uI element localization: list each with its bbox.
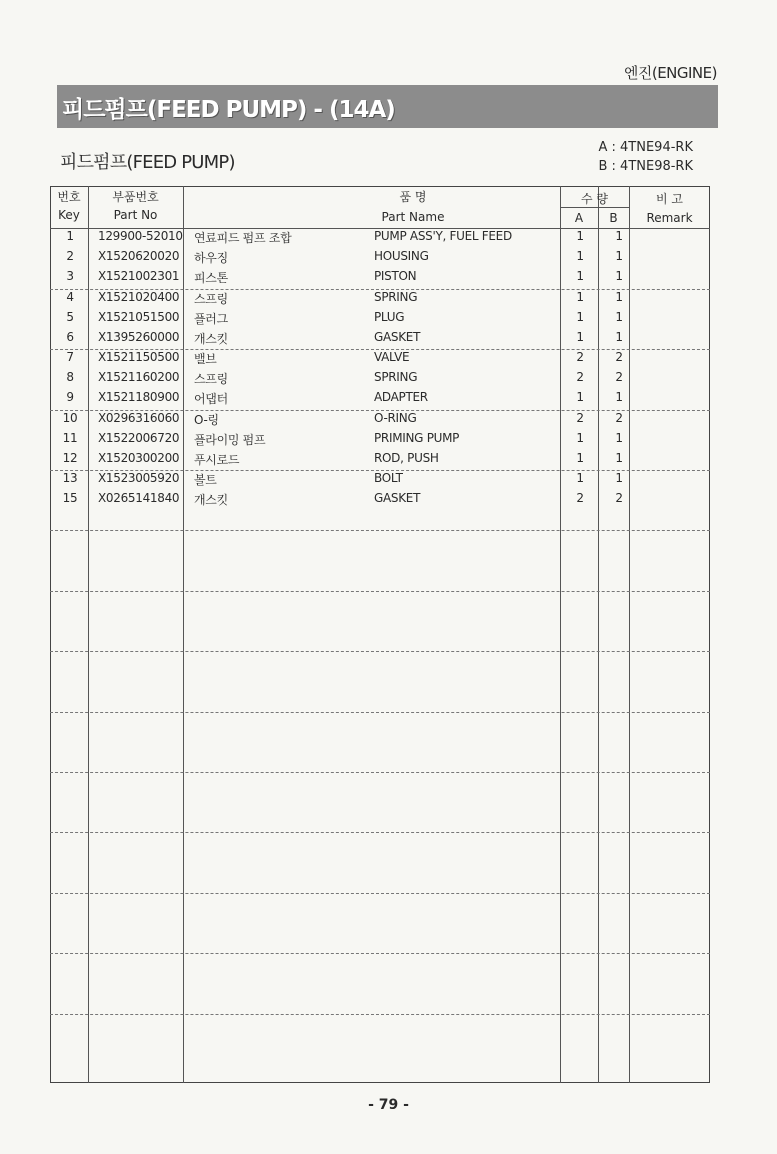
row-qty-a: 1 xyxy=(576,330,584,344)
row-qty-b: 2 xyxy=(615,350,623,364)
row-qty-b: 2 xyxy=(615,370,623,384)
row-qty-b: 2 xyxy=(615,411,623,425)
row-key: 6 xyxy=(66,330,74,344)
row-qty-a: 1 xyxy=(576,310,584,324)
row-key: 15 xyxy=(62,491,78,505)
header-name-eng: Part Name xyxy=(381,210,445,224)
row-name-eng: SPRING xyxy=(374,290,418,304)
row-part-no: X1521180900 xyxy=(98,390,180,404)
header-partno-eng: Part No xyxy=(113,208,158,222)
row-key: 5 xyxy=(66,310,74,324)
row-name-kor: 개스킷 xyxy=(194,493,228,507)
row-key: 7 xyxy=(66,350,74,364)
row-name-kor: 개스킷 xyxy=(194,332,228,346)
header-key-kor: 번호 xyxy=(57,190,81,204)
row-qty-b: 2 xyxy=(615,491,623,505)
row-key: 8 xyxy=(66,370,74,384)
column-divider xyxy=(598,186,599,1083)
row-name-kor: 밸브 xyxy=(194,352,217,366)
row-separator xyxy=(50,1014,710,1015)
row-name-kor: 플라이밍 펌프 xyxy=(194,433,266,447)
row-qty-a: 1 xyxy=(576,249,584,263)
row-name-eng: O-RING xyxy=(374,411,417,425)
row-part-no: X1395260000 xyxy=(98,330,180,344)
subtitle: 피드펌프(FEED PUMP) xyxy=(60,152,235,173)
row-part-no: X1523005920 xyxy=(98,471,180,485)
row-separator xyxy=(50,530,710,531)
row-part-no: X1522006720 xyxy=(98,431,180,445)
column-divider xyxy=(560,186,561,1083)
row-qty-b: 1 xyxy=(615,431,623,445)
row-part-no: 129900-52010 xyxy=(98,229,183,243)
header-qty-kor: 수 량 xyxy=(581,192,608,206)
model-a: A : 4TNE94-RK xyxy=(598,140,693,155)
row-key: 12 xyxy=(62,451,78,465)
row-qty-a: 2 xyxy=(576,350,584,364)
row-name-kor: 어댑터 xyxy=(194,392,228,406)
row-qty-a: 1 xyxy=(576,269,584,283)
row-separator xyxy=(50,832,710,833)
row-qty-a: 1 xyxy=(576,471,584,485)
row-part-no: X1521051500 xyxy=(98,310,180,324)
row-qty-a: 1 xyxy=(576,431,584,445)
row-separator xyxy=(50,953,710,954)
header-remark-eng: Remark xyxy=(646,211,693,225)
row-name-eng: GASKET xyxy=(374,330,421,344)
header-key-eng: Key xyxy=(58,208,80,222)
row-qty-a: 1 xyxy=(576,229,584,243)
row-name-kor: O-링 xyxy=(194,413,219,427)
header-qty-a: A xyxy=(574,211,584,225)
row-key: 13 xyxy=(62,471,78,485)
row-part-no: X1520620020 xyxy=(98,249,180,263)
row-qty-b: 1 xyxy=(615,290,623,304)
row-name-eng: ROD, PUSH xyxy=(374,451,439,465)
row-qty-b: 1 xyxy=(615,330,623,344)
row-key: 4 xyxy=(66,290,74,304)
row-separator xyxy=(50,712,710,713)
row-part-no: X1521002301 xyxy=(98,269,180,283)
row-qty-a: 2 xyxy=(576,411,584,425)
row-name-kor: 플러그 xyxy=(194,312,228,326)
row-name-kor: 볼트 xyxy=(194,473,217,487)
header-partno-kor: 부품번호 xyxy=(112,190,159,204)
row-qty-a: 1 xyxy=(576,290,584,304)
row-name-eng: PUMP ASS'Y, FUEL FEED xyxy=(374,229,512,243)
column-divider xyxy=(183,186,184,1083)
model-b: B : 4TNE98-RK xyxy=(598,159,693,174)
row-separator xyxy=(50,591,710,592)
row-name-eng: VALVE xyxy=(374,350,410,364)
row-key: 1 xyxy=(66,229,74,243)
model-legend xyxy=(598,138,693,176)
row-name-eng: ADAPTER xyxy=(374,390,428,404)
row-name-eng: SPRING xyxy=(374,370,418,384)
row-name-eng: BOLT xyxy=(374,471,403,485)
header-remark-kor: 비 고 xyxy=(656,192,683,206)
row-qty-b: 1 xyxy=(615,249,623,263)
row-qty-b: 1 xyxy=(615,310,623,324)
row-name-eng: PRIMING PUMP xyxy=(374,431,460,445)
row-qty-b: 1 xyxy=(615,451,623,465)
row-qty-b: 1 xyxy=(615,471,623,485)
row-qty-a: 2 xyxy=(576,491,584,505)
qty-header-divider xyxy=(560,207,629,208)
row-separator xyxy=(50,893,710,894)
row-part-no: X0265141840 xyxy=(98,491,180,505)
row-qty-b: 1 xyxy=(615,269,623,283)
row-part-no: X1520300200 xyxy=(98,451,180,465)
row-qty-b: 1 xyxy=(615,390,623,404)
row-name-kor: 연료피드 펌프 조합 xyxy=(194,231,292,245)
row-separator xyxy=(50,651,710,652)
row-name-eng: HOUSING xyxy=(374,249,429,263)
row-name-eng: PISTON xyxy=(374,269,417,283)
row-name-kor: 푸시로드 xyxy=(194,453,240,467)
row-name-eng: GASKET xyxy=(374,491,421,505)
section-label: 엔진(ENGINE) xyxy=(623,64,717,82)
header-qty-b: B xyxy=(609,211,618,225)
row-key: 11 xyxy=(62,431,78,445)
row-name-kor: 스프링 xyxy=(194,292,228,306)
banner-title: 피드펌프(FEED PUMP) - (14A) xyxy=(62,97,395,123)
row-qty-a: 1 xyxy=(576,390,584,404)
row-qty-a: 1 xyxy=(576,451,584,465)
row-part-no: X0296316060 xyxy=(98,411,180,425)
row-part-no: X1521160200 xyxy=(98,370,180,384)
row-key: 3 xyxy=(66,269,74,283)
row-name-kor: 하우징 xyxy=(194,251,228,265)
row-name-eng: PLUG xyxy=(374,310,405,324)
row-separator xyxy=(50,772,710,773)
row-key: 9 xyxy=(66,390,74,404)
title-banner xyxy=(57,85,718,128)
row-name-kor: 피스톤 xyxy=(194,271,228,285)
row-part-no: X1521150500 xyxy=(98,350,180,364)
row-name-kor: 스프링 xyxy=(194,372,228,386)
row-key: 2 xyxy=(66,249,74,263)
header-name-kor: 품 명 xyxy=(399,190,427,204)
row-part-no: X1521020400 xyxy=(98,290,180,304)
row-qty-b: 1 xyxy=(615,229,623,243)
row-key: 10 xyxy=(62,411,78,425)
row-qty-a: 2 xyxy=(576,370,584,384)
page-number: - 79 - xyxy=(368,1097,409,1113)
